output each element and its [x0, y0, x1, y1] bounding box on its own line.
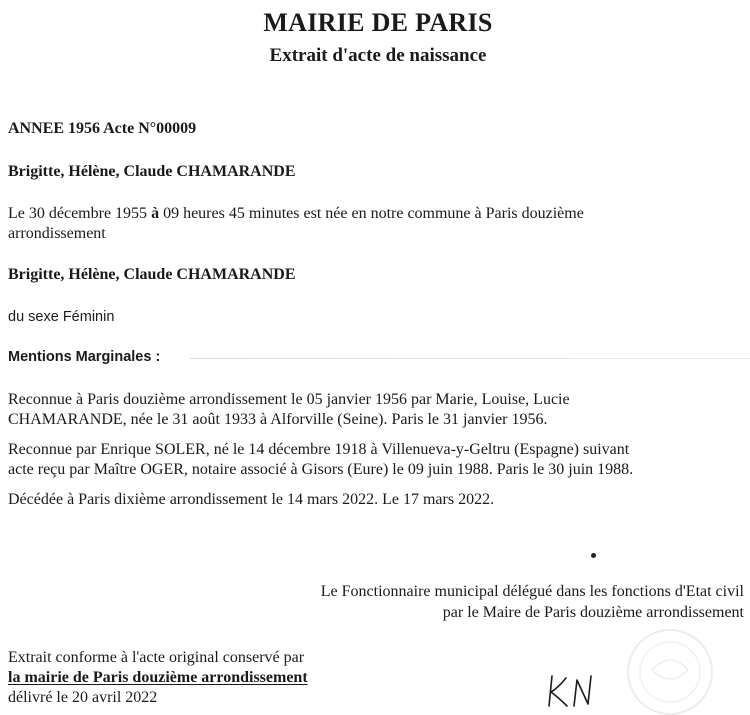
issue-date: délivré le 20 avril 2022 [8, 689, 158, 706]
person-name-second: Brigitte, Hélène, Claude CHAMARANDE [8, 266, 296, 283]
birth-statement-post: 09 heures 45 minutes est née en notre commune à Paris douzième [159, 205, 584, 222]
conformity-line2: la mairie de Paris douzième arrondissement [8, 669, 308, 686]
mentions-divider [190, 358, 750, 359]
person-name-first: Brigitte, Hélène, Claude CHAMARANDE [8, 163, 296, 180]
official-title-line2: par le Maire de Paris douzième arrondissement [442, 604, 744, 621]
birth-statement-a: à [151, 205, 160, 222]
birth-statement-line1 [8, 203, 584, 224]
mention-1-line2: CHAMARANDE, née le 31 août 1933 à Alforville (Seine). Paris le 31 janvier 1956. [8, 411, 548, 428]
mention-2-line2: acte reçu par Maître OGER, notaire associé à Gisors (Eure) le 09 juin 1988. Paris le 30 juin 1988. [8, 461, 634, 478]
conformity-line1: Extrait conforme à l'acte original conservé par [8, 649, 305, 666]
mention-3-line1: Décédée à Paris dixième arrondissement le 14 mars 2022. Le 17 mars 2022. [8, 491, 495, 508]
birth-statement-line2: arrondissement [8, 225, 106, 242]
mention-2-line1: Reconnue par Enrique SOLER, né le 14 décembre 1918 à Villenueva-y-Geltru (Espagne) suivant [8, 441, 630, 458]
official-title-line1: Le Fonctionnaire municipal délégué dans les fonctions d'Etat civil [320, 583, 744, 600]
document-title: MAIRIE DE PARIS [263, 8, 493, 37]
ink-dot [591, 553, 596, 558]
birth-statement-pre: Le 30 décembre 1955 [8, 205, 152, 222]
seal-stamp [612, 620, 722, 715]
signature-initials [540, 668, 600, 710]
mention-1-line1: Reconnue à Paris douzième arrondissement le 05 janvier 1956 par Marie, Louise, Lucie [8, 391, 570, 408]
document-subtitle: Extrait d'acte de naissance [269, 45, 487, 66]
act-reference: ANNEE 1956 Acte N°00009 [8, 120, 197, 137]
mentions-heading: Mentions Marginales : [8, 349, 161, 365]
sex-statement: du sexe Féminin [8, 309, 115, 325]
